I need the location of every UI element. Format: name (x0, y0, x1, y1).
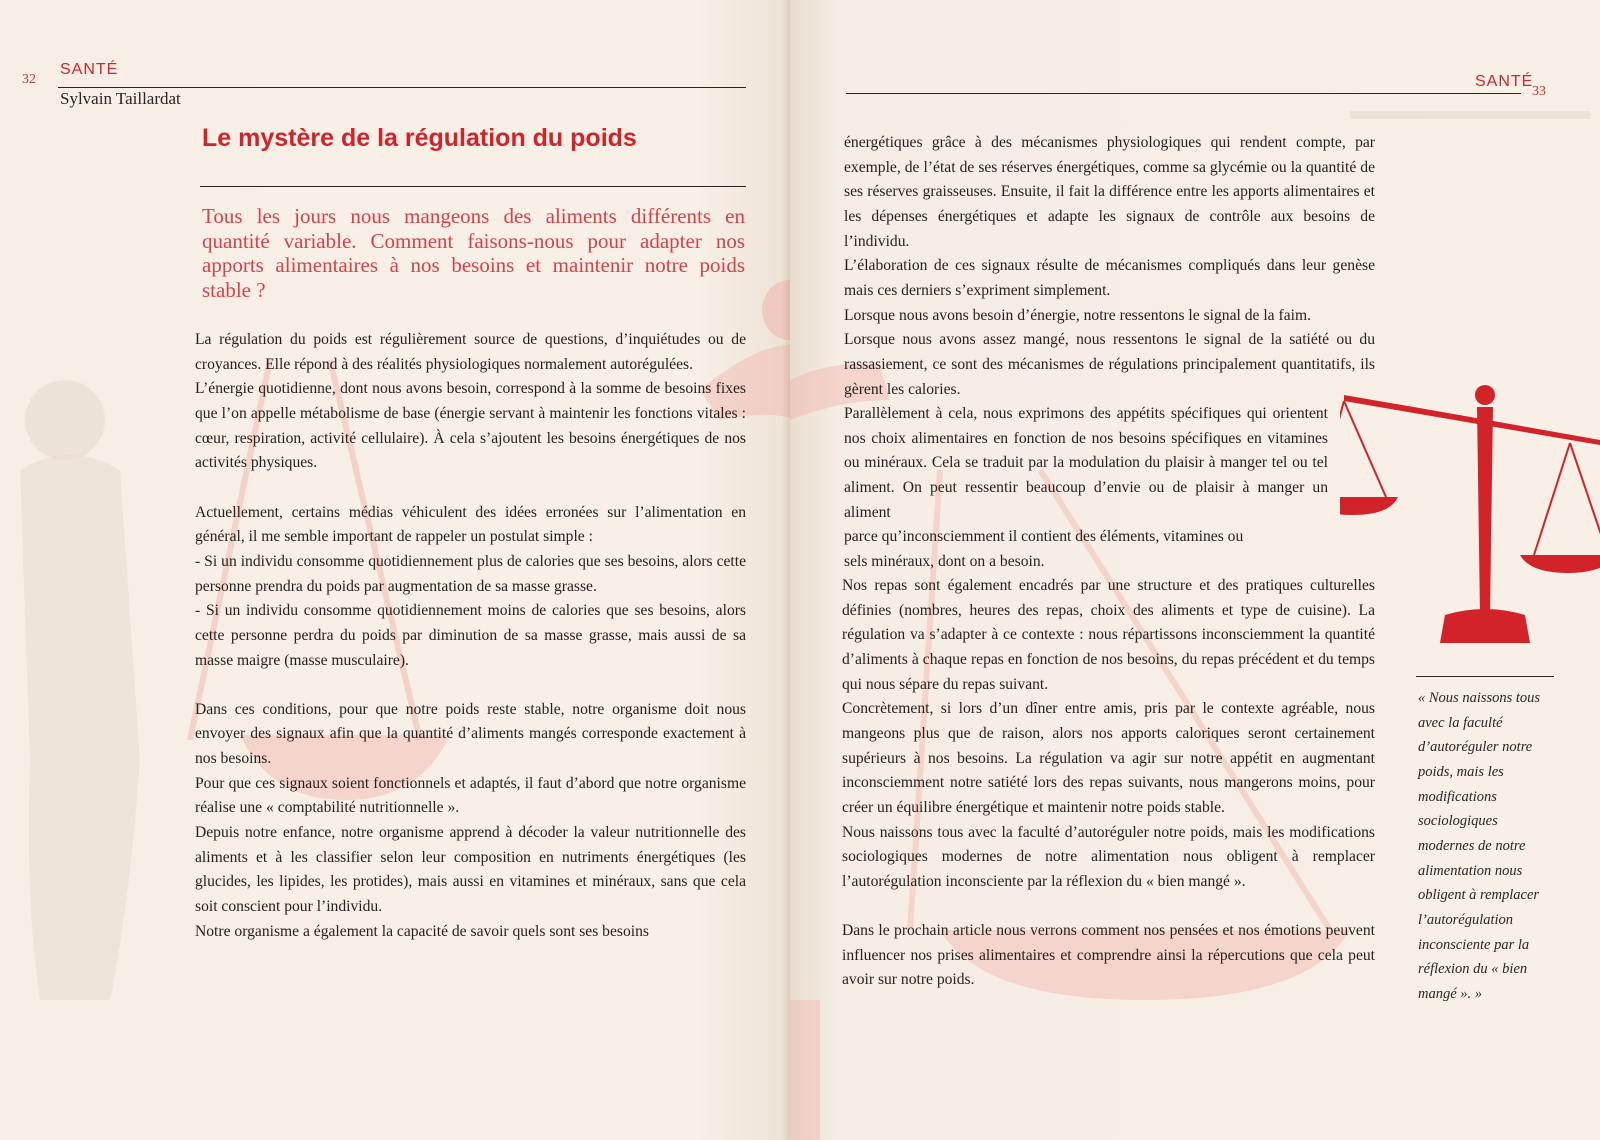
body-paragraph: Actuellement, certains médias véhiculent des idées erronées sur l’alimentation en général, il me semble important de rappeler un postulat simple : (195, 503, 746, 546)
right-body-column-bottom (842, 574, 1375, 993)
header-rule (846, 93, 1521, 94)
body-paragraph: - Si un individu consomme quotidiennement moins de calories que ses besoins, alors cette personne perdra du poids par diminution de sa masse grasse, mais aussi de sa masse maigre (masse musculaire). (195, 602, 746, 669)
article-lead: Tous les jours nous mangeons des aliments différents en quantité variable. Comment faisons-nous pour adapter nos apports alimentaires à nos besoins et maintenir notre poids stable ? (202, 204, 745, 302)
body-paragraph: La régulation du poids est régulièrement source de questions, d’inquiétudes ou de croyances. Elle répond à des réalités physiologiques normalement autorégulées. (195, 331, 746, 373)
page-number: 33 (1532, 84, 1546, 99)
body-paragraph: Nous naissons tous avec la faculté d’autoréguler notre poids, mais les modifications sociologiques modernes de notre alimentation nous obligent à remplacer l’autorégulation inconsciente par la réflexion du « bien mangé ». (842, 823, 1375, 890)
article-title: Le mystère de la régulation du poids (202, 124, 637, 152)
body-paragraph: Depuis notre enfance, notre organisme apprend à décoder la valeur nutritionnelle des aliments et à les classifier selon leur composition en nutriments énergétiques (les glucides, les lipides, les protides), mais aussi en vitamines et minéraux, sans que cela soit conscient pour l’individu. (195, 824, 746, 916)
right-body-column-top (844, 131, 1375, 402)
pull-quote-rule (1416, 676, 1554, 677)
paragraph-gap (195, 673, 746, 698)
body-paragraph: Dans le prochain article nous verrons comment nos pensées et nos émotions peuvent influencer nos prises alimentaires et comprendre ainsi la répercutions que cela peut avoir sur notre poids. (842, 922, 1375, 989)
title-rule (200, 186, 746, 187)
body-paragraph: Notre organisme a également la capacité de savoir quels sont ses besoins (195, 922, 649, 940)
body-paragraph: L’élaboration de ces signaux résulte de mécanismes compliqués dans leur genèse mais ces derniers s’expriment simplement. (844, 257, 1375, 299)
body-paragraph: Concrètement, si lors d’un dîner entre amis, pris par le contexte agréable, nous mangeons plus que de raison, alors nos apports caloriques seront certainement supérieurs à nos besoins. La régulation va agir sur notre appétit en augmentant inconsciemment notre satiété lors des repas suivants, nous mangerons moins, pour créer un équilibre énergétique et maintenir notre poids stable. (842, 700, 1375, 816)
body-paragraph: Parallèlement à cela, nous exprimons des appétits spécifiques qui orientent nos choix alimentaires en fonction de nos besoins spécifiques en vitamines ou minéraux. Cela se traduit par la modulation du plaisir à manger tel ou tel aliment. On peut ressentir beaucoup d’envie ou de plaisir à manger un aliment (844, 405, 1328, 521)
body-paragraph: - Si un individu consomme quotidiennement plus de calories que ses besoins, alors cette personne prendra du poids par augmentation de sa masse grasse. (195, 552, 746, 595)
section-label: SANTÉ (60, 61, 119, 78)
body-paragraph: L’énergie quotidienne, dont nous avons besoin, correspond à la somme de besoins fixes que l’on appelle métabolisme de base (énergie servant à maintenir les fonctions vitales : cœur, respiration, activité cellulaire). À cela s’ajoutent les besoins énergétiques de nos activités physiques. (195, 380, 746, 472)
scale-of-justice-icon (1340, 385, 1600, 655)
paragraph-gap (842, 895, 1375, 920)
paragraph-gap (195, 476, 746, 501)
body-paragraph: Dans ces conditions, pour que notre poids reste stable, notre organisme doit nous envoyer des signaux afin que la quantité d’aliments mangés corresponde exactement à nos besoins. (195, 700, 746, 768)
pull-quote: « Nous naissons tous avec la faculté d’autoréguler notre poids, mais les modifications sociologiques modernes de notre alimentation nous obligent à remplacer l’autorégulation inconsciente par la réflexion du « bien mangé ». » (1418, 690, 1541, 1002)
body-paragraph: Lorsque nous avons besoin d’énergie, notre ressentons le signal de la faim. (844, 306, 1311, 324)
body-paragraph: parce qu’inconsciemment il contient des éléments, vitamines ou (844, 528, 1244, 546)
body-paragraph: énergétiques grâce à des mécanismes physiologiques qui rendent compte, par exemple, de l’état de ses réserves énergétiques, comme sa glycémie ou la quantité de ses réserves graisseuses. Ensuite, il fait la différence entre les apports alimentaires et les dépenses énergétiques et adapte les signaux de contrôle aux besoins de l’individu. (844, 134, 1375, 250)
left-body-column (195, 328, 746, 944)
header-rule (58, 87, 746, 88)
author-name: Sylvain Taillardat (60, 89, 181, 108)
right-body-column-narrow (844, 402, 1328, 575)
left-page (0, 0, 790, 1140)
body-paragraph: Nos repas sont également encadrés par une structure et des pratiques culturelles définies (nombres, heures des repas, choix des aliments et type de cuisine). La régulation va s’adapter à ce contexte : nous répartissons inconsciemment la quantité d’aliments à chaque repas en fonction de nos besoins, du repas précédent et du temps qui nous sépare du repas suivant. (842, 577, 1375, 693)
body-paragraph: Lorsque nous avons assez mangé, nous ressentons le signal de la satiété ou du rassasiement, ce sont des mécanismes de régulations principalement quantitatifs, ils gèrent les calories. (844, 331, 1375, 398)
page-number: 32 (22, 72, 36, 87)
body-paragraph: sels minéraux, dont on a besoin. (844, 552, 1045, 570)
section-label: SANTÉ (1475, 73, 1534, 90)
body-paragraph: Pour que ces signaux soient fonctionnels et adaptés, il faut d’abord que notre organisme réalise une « comptabilité nutritionnelle ». (195, 774, 746, 817)
